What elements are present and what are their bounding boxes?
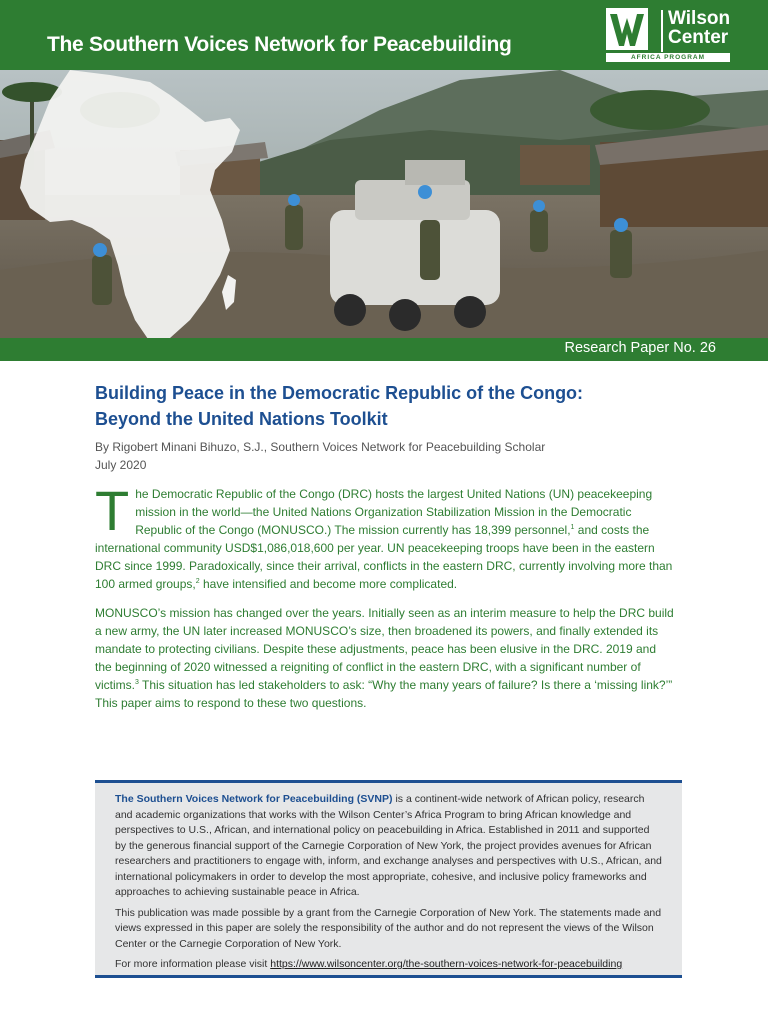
article-title <box>95 380 695 432</box>
publication-date: July 2020 <box>95 458 147 472</box>
logo-divider <box>661 10 663 52</box>
logo-name-line2: Center <box>668 27 729 48</box>
svnp-text: is a continent-wide network of African policy, research and academic organizations that works with the Wilson Center’s Africa Program to bring African knowledge and perspectives to U.S., African, and international policy on peacebuilding in Africa. Established in 2011 and supported by the generous financial support of the Carnegie Corporation of New York, the project provides avenues for African researchers and practitioners to engage with, inform, and exchange analyses and perspectives with U.S., African, and international policymakers in order to develop the most appropriate, cohesive, and inclusive policy frameworks and approaches to achieving sustainable peace in Africa. <box>115 793 662 898</box>
paper-number-strip <box>0 338 768 361</box>
p2-text-a: MONUSCO’s mission has changed over the years. Initially seen as an interim measure to help the DRC build a new army, the UN later increased MONUSCO’s size, then broadened its powers, and finally extended its mandate to protecting civilians. Despite these adjustments, peace has been elusive in the DRC. 2019 and the beginning of 2020 witnessed a reigniting of conflict in the eastern DRC, with a significant number of victims. <box>95 606 674 692</box>
svnp-description <box>115 792 662 901</box>
byline-block <box>95 438 545 474</box>
wilson-center-logo[interactable] <box>606 8 732 62</box>
footnote-ref-1[interactable]: 1 <box>570 524 575 531</box>
svnp-label: The Southern Voices Network for Peacebuilding (SVNP) <box>115 793 393 805</box>
more-info <box>115 957 662 973</box>
grant-statement: This publication was made possible by a grant from the Carnegie Corporation of New York. The statements made and views expressed in this paper are solely the responsibility of the author and do not represent the views of the Wilson Center or the Carnegie Corporation of New York. <box>115 906 662 950</box>
logo-subtitle: AFRICA PROGRAM <box>606 53 730 62</box>
footnote-ref-2[interactable]: 2 <box>195 578 200 585</box>
header-band <box>0 0 768 70</box>
title-line1: Building Peace in the Democratic Republic of the Congo: <box>95 383 584 403</box>
lead-text-b: and costs the international community USD$1,086,018,600 per year. UN peacekeeping troops have been in the eastern DRC since 1999. Paradoxically, since their arrival, conflicts in the eastern DRC, currently involving more than 100 armed groups, <box>95 523 673 591</box>
paper-number: Research Paper No. 26 <box>564 340 716 356</box>
wilson-w-icon <box>606 8 648 50</box>
drop-cap: T <box>95 479 130 542</box>
header-title: The Southern Voices Network for Peacebuilding <box>47 33 512 56</box>
cover-photo <box>0 70 768 339</box>
logo-name-line1: Wilson <box>668 8 731 29</box>
footnote-ref-3[interactable]: 3 <box>135 679 139 686</box>
lead-paragraph <box>95 479 675 593</box>
logo-name <box>668 9 738 47</box>
second-paragraph <box>95 604 675 712</box>
svnp-info-box <box>95 780 682 978</box>
lead-text-c: have intensified and become more complicated. <box>199 577 458 591</box>
author-byline: By Rigobert Minani Bihuzo, S.J., Southern Voices Network for Peacebuilding Scholar <box>95 440 546 454</box>
lead-text-a: he Democratic Republic of the Congo (DRC) hosts the largest United Nations (UN) peacekeeping mission in the world—the United Nations Organization Stabilization Mission in the Democratic Republic of the Congo (MONUSCO.) The mission currently has 18,399 personnel, <box>135 487 653 537</box>
p2-text-b: This situation has led stakeholders to ask: “Why the many years of failure? Is there a ‘missing link?’” This paper aims to respond to these two questions. <box>95 678 673 710</box>
title-line2: Beyond the United Nations Toolkit <box>95 409 388 429</box>
more-info-prefix: For more information please visit <box>115 958 271 970</box>
svnp-website-link[interactable]: https://www.wilsoncenter.org/the-southern-voices-network-for-peacebuilding <box>270 958 623 970</box>
